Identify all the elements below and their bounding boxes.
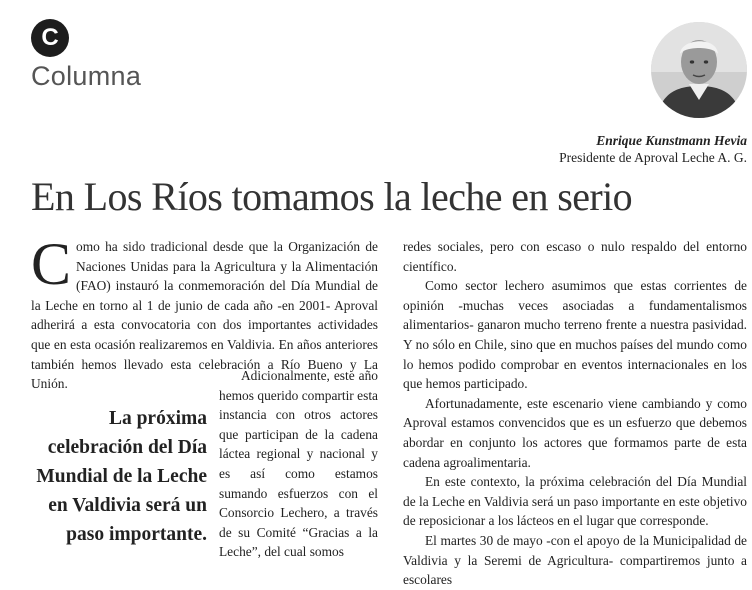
- headline: En Los Ríos tomamos la leche en serio: [31, 174, 633, 219]
- article-column-2: [219, 366, 378, 562]
- author-role: Presidente de Aproval Leche A. G.: [559, 150, 747, 165]
- paragraph-3: redes sociales, pero con escaso o nulo respaldo del entorno científico.: [403, 239, 747, 274]
- paragraph-7: El martes 30 de mayo -con el apoyo de la Municipalidad de Valdivia y la Seremi de Agricultura- compartiremos junto a escolares: [403, 532, 747, 588]
- pull-quote: La próxima celebración del Día Mundial de la Leche en Valdivia será un paso importante.: [36, 408, 207, 545]
- paragraph-5: Afortunadamente, este escenario viene cambiando y como Aproval estamos convencidos que es un esfuerzo que debemos abordar en conjunto los actores que formamos parte de esta cadena agroalimentaria.: [403, 395, 747, 470]
- paragraph-1-text: omo ha sido tradicional desde que la Organización de Naciones Unidas para la Agricultura y la Alimentación (FAO) instauró la conmemoración del Día Mundial de la Leche en torno al 1 de junio de cada año -en 2001- Aproval adherirá a esta convocatoria con dos importantes actividades que en esta ocasión realizaremos en Valdivia. En años anteriores también hemos llevado esta celebración a Río Bueno y La Unión.: [31, 239, 378, 392]
- paragraph-2: Adicionalmente, este año hemos querido compartir esta instancia con otros actores que participan de la cadena láctea regional y nacional y es así como estamos sumando esfuerzos con el Consorcio Lechero, a través de su Comité “Gracias a la Leche”, del cual somos: [219, 368, 378, 560]
- column-badge: C: [31, 19, 69, 57]
- paragraph-4: Como sector lechero asumimos que estas corrientes de opinión -muchas veces asociadas a fundamentalismos alimentarios- ganaron mucho terreno frente a nuestra pasividad. Y no sólo en Chile, sino que en muchos países del mundo como lo hemos podido comprobar en eventos internacionales en los que hemos participado.: [403, 278, 747, 392]
- author-name: Enrique Kunstmann Hevia: [596, 133, 747, 148]
- author-photo-icon: [651, 22, 747, 118]
- paragraph-6: En este contexto, la próxima celebración del Día Mundial de la Leche en Valdivia será un paso importante en este objetivo de reposicionar a los lácteos en el lugar que corresponde.: [403, 474, 747, 529]
- author-byline: [559, 132, 747, 166]
- article-column-3: [403, 237, 747, 590]
- drop-cap: C: [31, 231, 72, 297]
- section-label: Columna: [31, 61, 142, 91]
